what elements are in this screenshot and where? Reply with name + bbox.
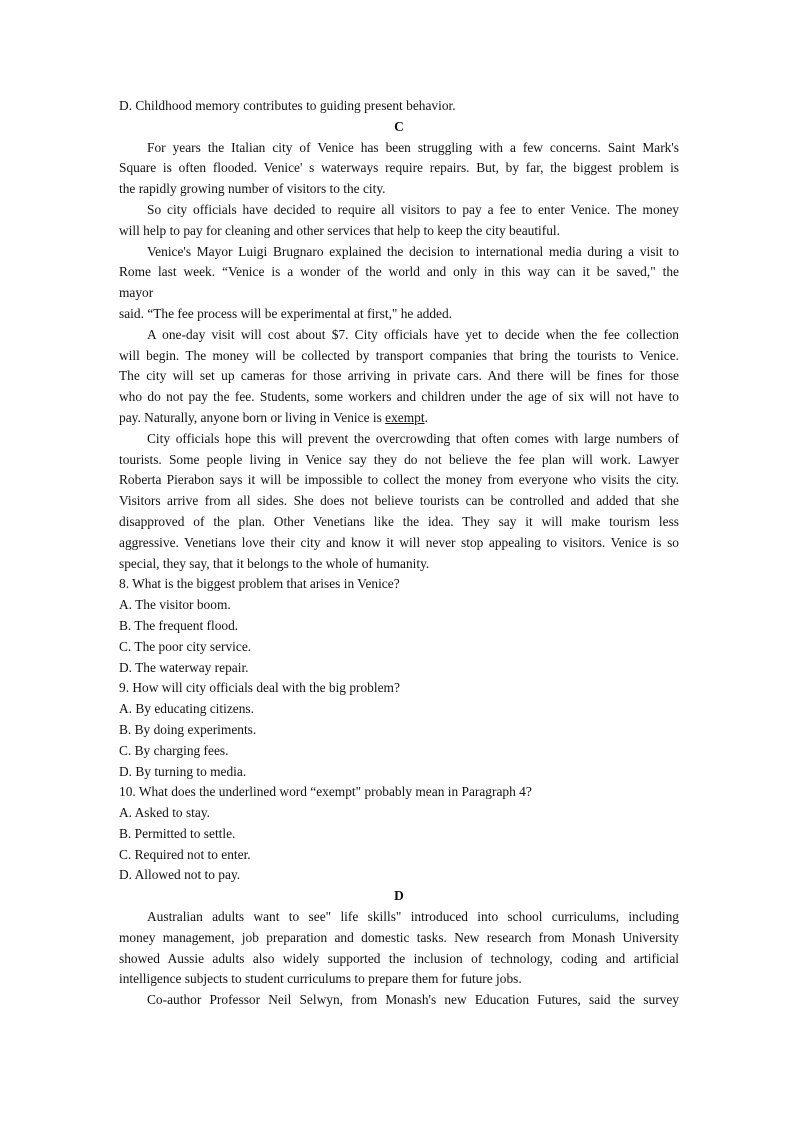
question-9-option: A. By educating citizens. — [119, 701, 254, 717]
passage-c-line: who do not pay the fee. Students, some workers and children under the age of six will not have to — [119, 389, 679, 405]
passage-c-line: Square is often flooded. Venice' s waterways require repairs. But, by far, the biggest problem is — [119, 160, 679, 176]
passage-c-line: aggressive. Venetians love their city and know it will never stop appealing to visitors. Venice is so — [119, 534, 679, 550]
passage-c-line: disapproved of the plan. Other Venetians like the idea. They say it will make tourism less — [119, 513, 679, 529]
passage-c-line: tourists. Some people living in Venice say they do not believe the fee plan will work. Lawyer — [119, 451, 679, 467]
previous-option-d: D. Childhood memory contributes to guiding present behavior. — [119, 98, 456, 113]
page-content — [119, 96, 679, 1011]
passage-c-line: Visitors arrive from all sides. She does not believe tourists can be controlled and added that she — [119, 493, 679, 509]
question-9-option: C. By charging fees. — [119, 742, 229, 758]
passage-c-line: Roberta Pierabon says it will be impossible to collect the money from everyone who visits the city. — [119, 472, 679, 488]
section-c-heading: C — [394, 118, 404, 134]
pay-line-end: . — [424, 409, 428, 425]
question-10-stem: 10. What does the underlined word “exempt" probably mean in Paragraph 4? — [119, 784, 532, 800]
question-8-option: D. The waterway repair. — [119, 659, 249, 675]
question-10-option: A. Asked to stay. — [119, 805, 211, 821]
passage-c-line: Venice's Mayor Luigi Brugnaro explained the decision to international media during a visit to — [147, 243, 679, 259]
question-8-stem: 8. What is the biggest problem that arises in Venice? — [119, 576, 400, 592]
passage-c-line: A one-day visit will cost about $7. City officials have yet to decide when the fee collection — [147, 326, 679, 342]
passage-c-line: will begin. The money will be collected by transport companies that bring the tourists to Venice. — [119, 347, 679, 363]
passage-c-line: Rome last week. “Venice is a wonder of the world and only in this way can it be saved," the — [119, 264, 679, 280]
passage-c-line: the rapidly growing number of visitors to the city. — [119, 181, 386, 197]
passage-d-line: money management, job preparation and domestic tasks. New research from Monash University — [119, 929, 679, 945]
passage-d-line: Co-author Professor Neil Selwyn, from Monash's new Education Futures, said the survey — [147, 992, 679, 1008]
passage-d-line: showed Aussie adults also widely supported the inclusion of technology, coding and artificial — [119, 950, 679, 966]
passage-c-line: will help to pay for cleaning and other services that help to keep the city beautiful. — [119, 222, 561, 238]
question-9-option: B. By doing experiments. — [119, 721, 257, 737]
passage-c-line: City officials hope this will prevent the overcrowding that often comes with large numbers of — [147, 430, 679, 446]
passage-c-line: For years the Italian city of Venice has been struggling with a few concerns. Saint Mark's — [147, 139, 679, 155]
section-d-heading: D — [394, 888, 404, 904]
question-8-option: A. The visitor boom. — [119, 597, 231, 613]
passage-c-line: said. “The fee process will be experimental at first," he added. — [119, 305, 453, 321]
question-9-option: D. By turning to media. — [119, 763, 247, 779]
passage-c-line-exempt — [119, 408, 679, 429]
question-10-option: D. Allowed not to pay. — [119, 867, 241, 883]
question-9-stem: 9. How will city officials deal with the big problem? — [119, 680, 400, 696]
passage-c-line: special, they say, that it belongs to the whole of humanity. — [119, 555, 430, 571]
passage-c-line: So city officials have decided to require all visitors to pay a fee to enter Venice. The money — [147, 201, 679, 217]
question-8-option: C. The poor city service. — [119, 638, 252, 654]
pay-line-text: pay. Naturally, anyone born or living in Venice is — [119, 409, 386, 425]
passage-c-line: The city will set up cameras for those arriving in private cars. And there will be fines for those — [119, 368, 679, 384]
passage-d-line: Australian adults want to see" life skills" introduced into school curriculums, including — [147, 909, 679, 925]
passage-d-line: intelligence subjects to student curriculums to prepare them for future jobs. — [119, 971, 522, 987]
underlined-word-exempt: exempt — [385, 409, 425, 425]
passage-c-line: mayor — [119, 285, 154, 301]
question-10-option: C. Required not to enter. — [119, 846, 251, 862]
question-10-option: B. Permitted to settle. — [119, 825, 236, 841]
question-8-option: B. The frequent flood. — [119, 617, 239, 633]
